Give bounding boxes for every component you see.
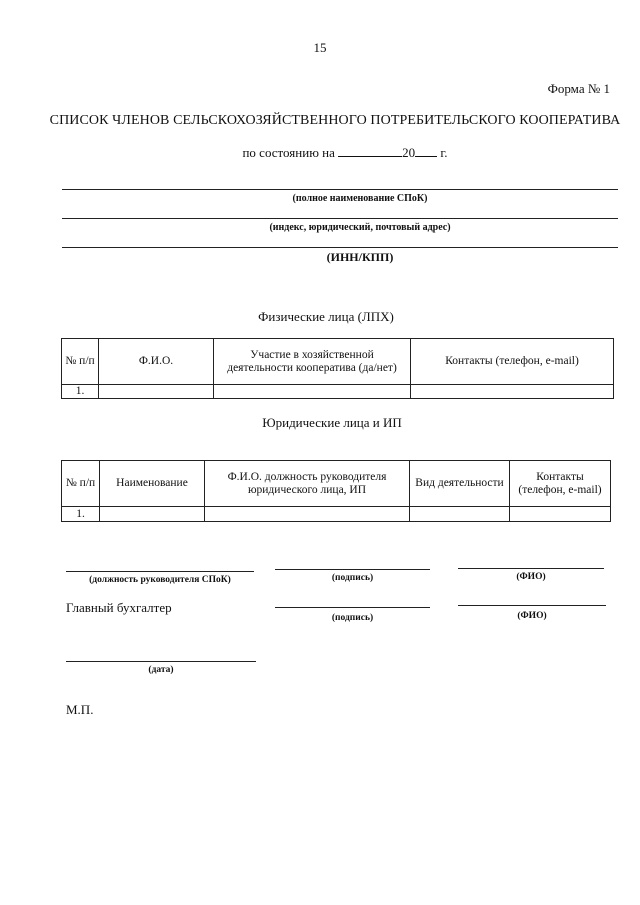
cell-activity[interactable]: [410, 507, 510, 522]
as-of-label: по состоянию на: [242, 145, 335, 160]
date-blank[interactable]: [338, 145, 402, 157]
date-caption: (дата): [148, 665, 174, 675]
cell-name[interactable]: [100, 507, 205, 522]
col-contacts: Контакты (телефон, e-mail): [510, 461, 611, 507]
inn-caption: (ИНН/КПП): [326, 250, 394, 264]
signature-caption: (подпись): [331, 573, 374, 583]
col-number: № п/п: [62, 339, 99, 385]
head-position-line[interactable]: [66, 571, 254, 572]
legal-entities-table: [61, 460, 611, 522]
cell-contacts[interactable]: [510, 507, 611, 522]
cell-participation[interactable]: [214, 385, 411, 399]
inn-line[interactable]: [62, 247, 618, 248]
table-row: [62, 385, 614, 399]
col-contacts: Контакты (телефон, e-mail): [411, 339, 614, 385]
cell-contacts[interactable]: [411, 385, 614, 399]
accountant-fio-line[interactable]: [458, 605, 606, 606]
col-number: № п/п: [62, 461, 100, 507]
accountant-signature-line[interactable]: [275, 607, 430, 608]
col-activity-type: Вид деятельности: [410, 461, 510, 507]
col-head-fio-position: Ф.И.О. должность руководителя юридического лица, ИП: [205, 461, 410, 507]
col-name: Наименование: [100, 461, 205, 507]
address-caption: (индекс, юридический, почтовый адрес): [269, 222, 451, 233]
fio-caption: (ФИО): [516, 572, 546, 582]
row-number: 1.: [62, 507, 100, 522]
year-blank[interactable]: [415, 145, 437, 157]
row-number: 1.: [62, 385, 99, 399]
full-name-caption: (полное наименование СПоК): [292, 193, 428, 204]
full-name-line[interactable]: [62, 189, 618, 190]
table-row: [62, 507, 611, 522]
chief-accountant-label: Главный бухгалтер: [66, 600, 172, 615]
cell-fio[interactable]: [99, 385, 214, 399]
year-prefix: 20: [402, 145, 416, 160]
cell-head-fio[interactable]: [205, 507, 410, 522]
head-signature-line[interactable]: [275, 569, 430, 570]
col-fio: Ф.И.О.: [99, 339, 214, 385]
stamp-label: М.П.: [66, 702, 94, 717]
col-participation: Участие в хозяйственной деятельности кооператива (да/нет): [214, 339, 411, 385]
legal-entities-section-title: Юридические лица и ИП: [262, 415, 402, 430]
date-line[interactable]: [66, 661, 256, 662]
address-line[interactable]: [62, 218, 618, 219]
individuals-header-row: [62, 339, 614, 385]
year-suffix: г.: [440, 145, 448, 160]
signature-caption-2: (подпись): [331, 613, 374, 623]
as-of-date-line: [0, 145, 640, 161]
fio-caption-2: (ФИО): [517, 611, 547, 621]
legal-header-row: [62, 461, 611, 507]
page-number: 15: [313, 40, 327, 55]
head-position-caption: (должность руководителя СПоК): [89, 575, 231, 585]
form-number: Форма № 1: [547, 81, 610, 96]
individuals-section-title: Физические лица (ЛПХ): [258, 309, 394, 324]
document-title: СПИСОК ЧЛЕНОВ СЕЛЬСКОХОЗЯЙСТВЕННОГО ПОТРЕБИТЕЛЬСКОГО КООПЕРАТИВА: [49, 113, 621, 128]
individuals-table: [61, 338, 614, 399]
head-fio-line[interactable]: [458, 568, 604, 569]
